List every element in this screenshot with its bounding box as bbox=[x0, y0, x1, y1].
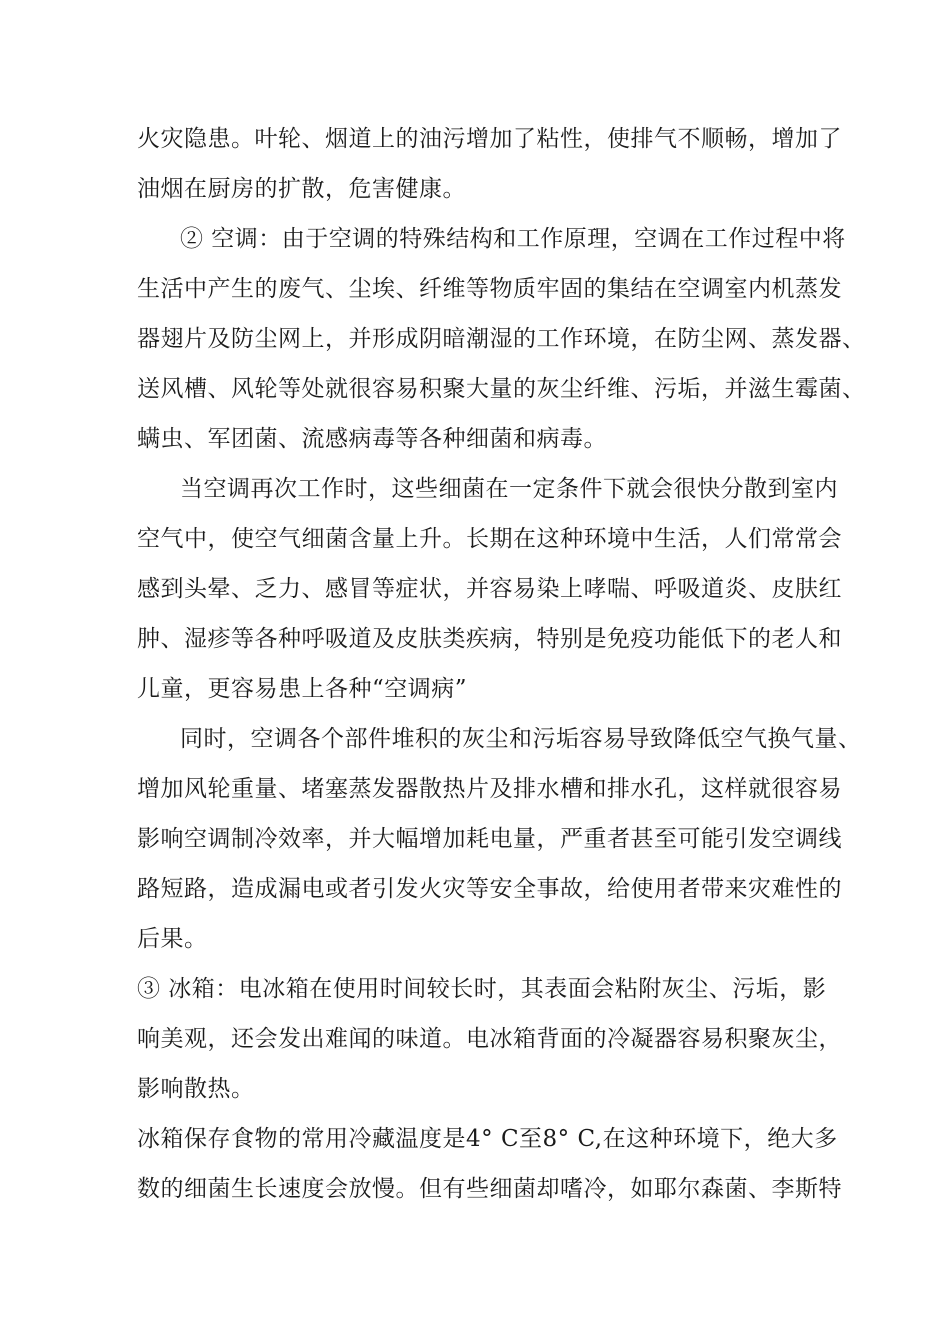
body-text-line: 路短路，造成漏电或者引发火灾等安全事故，给使用者带来灾难性的 bbox=[137, 876, 842, 902]
body-text-line: 数的细菌生长速度会放慢。但有些细菌却嗜冷，如耶尔森菌、李斯特 bbox=[137, 1176, 842, 1202]
paragraph-start-refrigerator: ③ 冰箱：电冰箱在使用时间较长时，其表面会粘附灰尘、污垢，影 bbox=[137, 976, 827, 1002]
body-text-line: 肿、湿疹等各种呼吸道及皮肤类疾病，特别是免疫功能低下的老人和 bbox=[137, 626, 842, 652]
body-text-line: 儿童，更容易患上各种“空调病” bbox=[137, 676, 468, 702]
body-text-line: 响美观，还会发出难闻的味道。电冰箱背面的冷凝器容易积聚灰尘， bbox=[137, 1026, 842, 1052]
body-text-line: 空气中，使空气细菌含量上升。长期在这种环境中生活，人们常常会 bbox=[137, 526, 842, 552]
body-text-line: 器翅片及防尘网上，并形成阴暗潮湿的工作环境，在防尘网、蒸发器、 bbox=[137, 326, 866, 352]
body-text-line: 后果。 bbox=[137, 926, 208, 952]
body-text-line: 送风槽、风轮等处就很容易积聚大量的灰尘纤维、污垢，并滋生霉菌、 bbox=[137, 376, 866, 402]
body-text-line: 增加风轮重量、堵塞蒸发器散热片及排水槽和排水孔，这样就很容易 bbox=[137, 776, 842, 802]
paragraph-start-air-conditioner: ② 空调：由于空调的特殊结构和工作原理，空调在工作过程中将 bbox=[180, 226, 846, 252]
body-text-line: 生活中产生的废气、尘埃、纤维等物质牢固的集结在空调室内机蒸发 bbox=[137, 276, 842, 302]
paragraph-start: 当空调再次工作时，这些细菌在一定条件下就会很快分散到室内 bbox=[180, 476, 838, 502]
paragraph-start: 同时，空调各个部件堆积的灰尘和污垢容易导致降低空气换气量、 bbox=[180, 726, 862, 752]
body-text-line: 影响空调制冷效率，并大幅增加耗电量，严重者甚至可能引发空调线 bbox=[137, 826, 842, 852]
body-text-line: 火灾隐患。叶轮、烟道上的油污增加了粘性，使排气不顺畅，增加了 bbox=[137, 126, 842, 152]
body-text-line: 感到头晕、乏力、感冒等症状，并容易染上哮喘、呼吸道炎、皮肤红 bbox=[137, 576, 842, 602]
body-text-line: 影响散热。 bbox=[137, 1076, 255, 1102]
paragraph-start: 冰箱保存食物的常用冷藏温度是4° C至8° C,在这种环境下，绝大多 bbox=[137, 1126, 838, 1152]
body-text-line: 油烟在厨房的扩散，危害健康。 bbox=[137, 176, 466, 202]
body-text-line: 螨虫、军团菌、流感病毒等各种细菌和病毒。 bbox=[137, 426, 607, 452]
